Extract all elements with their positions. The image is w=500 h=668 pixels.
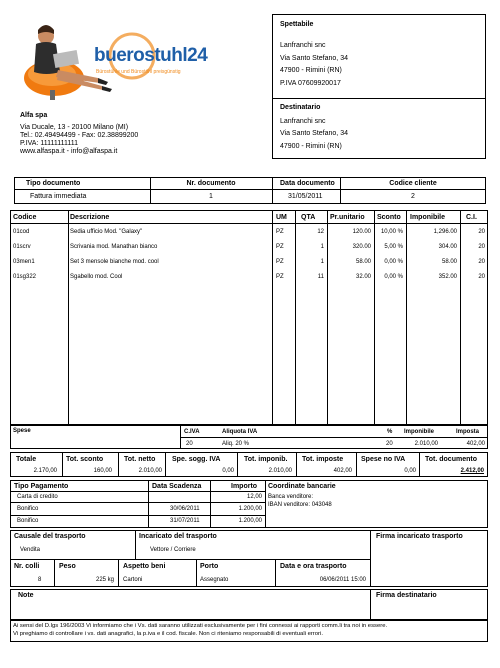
col-um: UM (276, 214, 287, 221)
imposta-label: Imposta (456, 429, 480, 435)
banca-venditore: Banca venditore: (268, 494, 314, 500)
col-descrizione: Descrizione (70, 214, 110, 221)
table-row-ci: 20 (478, 244, 485, 250)
table-row-codice: 01sg322 (13, 274, 37, 280)
nr-colli-value: 8 (38, 577, 42, 583)
disclaimer-line-2: Vi preghiamo di controllare i vs. dati anagrafici, la p.iva e il cod. fiscale. Non ci riteniamo responsabili di eventuali errori. (13, 631, 323, 637)
aliquota-label: Aliquota IVA (222, 429, 258, 435)
tot-imposte-label: Tot. imposte (302, 456, 344, 463)
col-imponibile: Imponibile (410, 214, 445, 221)
table-row-prezzo: 320.00 (352, 244, 371, 250)
payment-row-tipo: Carta di credito (17, 494, 58, 500)
table-row-sconto: 0,00 % (384, 259, 403, 265)
destinatario-city: 47900 - Rimini (RN) (280, 143, 342, 150)
peso-value: 225 kg (95, 577, 114, 583)
spettabile-name: Lanfranchi snc (280, 42, 326, 49)
spese-no-iva-label: Spese no IVA (361, 456, 406, 463)
firma-destinatario-label: Firma destinatario (376, 592, 437, 599)
spese-sogg-iva-value: 0,00 (222, 468, 234, 474)
table-row-descrizione: Sgabello mod. Cool (70, 274, 123, 280)
table-row-sconto: 10,00 % (380, 229, 403, 235)
disclaimer-line-1: Ai sensi del D.lgs 196/2003 Vi informiamo che i Vs. dati saranno utilizzati esclusivamente per i fini connessi ai rapporti comm.li tra noi in essere. (13, 623, 388, 629)
table-row-prezzo: 120.00 (352, 229, 371, 235)
items-table (10, 210, 488, 425)
codice-cliente-label: Codice cliente (389, 180, 437, 187)
table-row-descrizione: Sedia ufficio Mod. "Galaxy" (70, 229, 143, 235)
table-row-descrizione: Scrivania mod. Manathan bianco (70, 244, 158, 250)
table-row-codice: 01scrv (13, 244, 31, 250)
logo-brand: buerostuhl24 (94, 45, 208, 66)
tot-documento-label: Tot. documento (425, 456, 477, 463)
nr-colli-label: Nr. colli (14, 563, 40, 570)
table-row-um: PZ (276, 229, 284, 235)
tot-netto-value: 2.010,00 (138, 468, 162, 474)
table-row-imponibile: 304.00 (438, 244, 457, 250)
aspetto-beni-label: Aspetto beni (123, 563, 166, 570)
nr-documento-value: 1 (209, 193, 213, 200)
company-phone-fax: Tel.: 02.49494499 - Fax: 02.38899200 (20, 132, 139, 139)
table-row-prezzo: 58.00 (355, 259, 371, 265)
spese-label: Spese (13, 428, 31, 434)
coordinate-bancarie-label: Coordinate bancarie (268, 483, 336, 490)
table-row-prezzo: 32.00 (355, 274, 371, 280)
tot-sconto-value: 160,00 (93, 468, 112, 474)
civa-value: 20 (186, 441, 193, 447)
importo-label: Importo (231, 483, 258, 490)
spese-no-iva-value: 0,00 (404, 468, 416, 474)
payment-row-tipo: Bonifico (17, 518, 39, 524)
porto-label: Porto (200, 563, 219, 570)
payment-row-tipo: Bonifico (17, 506, 39, 512)
payment-row-importo: 12,00 (246, 494, 262, 500)
spese-imponibile-label: Imponibile (404, 429, 434, 435)
table-row-imponibile: 58.00 (441, 259, 457, 265)
spettabile-piva: P.IVA 07609920017 (280, 80, 341, 87)
causale-trasporto-label: Causale del trasporto (14, 533, 86, 540)
data-scadenza-label: Data Scadenza (152, 483, 202, 490)
table-row-ci: 20 (478, 259, 485, 265)
peso-label: Peso (59, 563, 76, 570)
payment-row-scadenza: 31/07/2011 (170, 518, 200, 524)
table-row-imponibile: 1,296.00 (433, 229, 457, 235)
aliquota-value: Aliq. 20 % (222, 441, 250, 447)
spettabile-city: 47900 - Rimini (RN) (280, 67, 342, 74)
causale-trasporto-value: Vendita (20, 547, 41, 553)
table-row-um: PZ (276, 244, 284, 250)
logo-tagline: Bürostühle und Bürostöhl preisgünstig (96, 69, 181, 75)
table-row-sconto: 0,00 % (384, 274, 403, 280)
tot-imponib-label: Tot. imponib. (244, 456, 288, 463)
data-documento-label: Data documento (280, 180, 335, 187)
destinatario-name: Lanfranchi snc (280, 118, 326, 125)
tot-imponib-value: 2.010,00 (268, 468, 292, 474)
company-piva: P.IVA: 11111111111 (20, 140, 78, 147)
payment-row-scadenza: 30/06/2011 (170, 506, 200, 512)
company-name: Alfa spa (20, 112, 48, 119)
imposta-value: 402,00 (466, 441, 485, 447)
tot-netto-label: Tot. netto (124, 456, 156, 463)
table-row-ci: 20 (478, 229, 485, 235)
destinatario-address: Via Santo Stefano, 34 (280, 130, 348, 137)
table-row-qta: 1 (320, 244, 324, 250)
table-row-codice: 03men1 (13, 259, 35, 265)
col-qta: QTA (301, 214, 316, 221)
incaricato-trasporto-label: Incaricato del trasporto (139, 533, 217, 540)
tipo-pagamento-label: Tipo Pagamento (14, 483, 69, 490)
note-label: Note (18, 592, 34, 599)
table-row-qta: 1 (320, 259, 324, 265)
table-row-um: PZ (276, 274, 284, 280)
incaricato-trasporto-value: Vettore / Corriere (150, 547, 196, 553)
firma-incaricato-label: Firma incaricato trasporto (376, 533, 463, 540)
totale-value: 2.170,00 (33, 468, 57, 474)
data-ora-trasporto-value: 06/06/2011 15:00 (319, 577, 366, 583)
col-ci: C.I. (466, 214, 477, 221)
data-ora-trasporto-label: Data e ora trasporto (280, 563, 347, 570)
spettabile-label: Spettabile (280, 21, 314, 28)
company-logo (14, 16, 210, 102)
civa-label: C.IVA (184, 429, 200, 435)
tot-documento-value: 2.412,00 (460, 468, 484, 474)
spettabile-address: Via Santo Stefano, 34 (280, 55, 348, 62)
data-documento-value: 31/05/2011 (288, 193, 323, 200)
table-row-descrizione: Set 3 mensole bianche mod. cool (70, 259, 159, 265)
porto-value: Assegnato (200, 577, 229, 583)
col-codice: Codice (13, 214, 37, 221)
payment-row-importo: 1.200,00 (238, 518, 262, 524)
table-row-codice: 01cod (13, 229, 30, 235)
nr-documento-label: Nr. documento (186, 180, 236, 187)
spese-sogg-iva-label: Spe. sogg. IVA (172, 456, 221, 463)
aspetto-beni-value: Cartoni (123, 577, 143, 583)
table-row-qta: 12 (317, 229, 324, 235)
totale-label: Totale (16, 456, 37, 463)
payment-row-importo: 1.200,00 (238, 506, 262, 512)
iban-venditore: IBAN venditore: 043048 (268, 502, 332, 508)
destinatario-label: Destinatario (280, 104, 321, 111)
pct-value: 20 (386, 441, 393, 447)
table-row-um: PZ (276, 259, 284, 265)
company-address: Via Ducale, 13 - 20100 Milano (MI) (20, 124, 129, 131)
col-prunitario: Pr.unitario (330, 214, 365, 221)
spese-imponibile-value: 2.010,00 (414, 441, 438, 447)
tipo-documento-label: Tipo documento (26, 180, 81, 187)
tipo-documento-value: Fattura immediata (30, 193, 87, 200)
table-row-ci: 20 (478, 274, 485, 280)
codice-cliente-value: 2 (411, 193, 415, 200)
table-row-imponibile: 352.00 (438, 274, 457, 280)
table-row-sconto: 5,00 % (384, 244, 403, 250)
col-sconto: Sconto (377, 214, 401, 221)
tot-imposte-value: 402,00 (333, 468, 352, 474)
table-row-qta: 11 (317, 274, 324, 280)
tot-sconto-label: Tot. sconto (66, 456, 104, 463)
company-web: www.alfaspa.it - info@alfaspa.it (20, 148, 118, 155)
pct-label: % (387, 429, 393, 435)
